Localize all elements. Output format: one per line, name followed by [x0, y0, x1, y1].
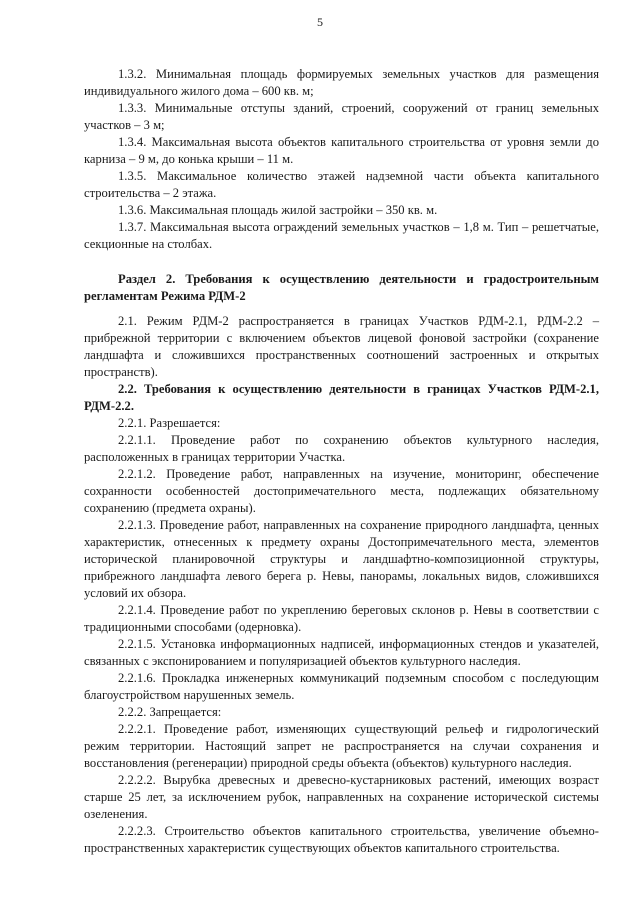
paragraph-1-3-3: 1.3.3. Минимальные отступы зданий, строений, сооружений от границ земельных участков – 3 м;	[84, 101, 599, 132]
paragraph-1-3-7: 1.3.7. Максимальная высота ограждений земельных участков – 1,8 м. Тип – решетчатые, секционные на столбах.	[84, 220, 599, 251]
section-spacer	[84, 253, 599, 271]
paragraph-2-2-2-3: 2.2.2.3. Строительство объектов капитального строительства, увеличение объемно-пространственных характеристик существующих объектов капитального строительства.	[84, 824, 599, 855]
paragraph-2-2: 2.2. Требования к осуществлению деятельности в границах Участков РДМ-2.1, РДМ-2.2.	[84, 382, 599, 413]
paragraph-2-2-1-6: 2.2.1.6. Прокладка инженерных коммуникаций подземным способом с последующим благоустройством нарушенных земель.	[84, 671, 599, 702]
paragraph-2-2-2-1: 2.2.2.1. Проведение работ, изменяющих существующий рельеф и гидрологический режим территории. Настоящий запрет не распространяется на случаи сохранения и восстановления (регенерации) природной среды объекта (объектов) культурного наследия.	[84, 722, 599, 770]
heading-spacer	[84, 305, 599, 313]
paragraph-2-2-1-2: 2.2.1.2. Проведение работ, направленных на изучение, мониторинг, обеспечение сохранности особенностей достопримечательного места, подлежащих обязательному сохранению (предмета охраны).	[84, 467, 599, 515]
paragraph-1-3-5: 1.3.5. Максимальное количество этажей надземной части объекта капитального строительства – 2 этажа.	[84, 169, 599, 200]
paragraph-2-2-1-3: 2.2.1.3. Проведение работ, направленных на сохранение природного ландшафта, ценных характеристик, отнесенных к предмету охраны Достопримечательного места, элементов исторической планировочной структуры и ландшафтно-композиционной структуры, прибрежного ландшафта левого берега р. Невы, панорамы, локальных видов, сложившихся условий их обзора.	[84, 518, 599, 600]
paragraph-2-2-2-2: 2.2.2.2. Вырубка древесных и древесно-кустарниковых растений, имеющих возраст старше 25 лет, за исключением рубок, направленных на сохранение исторической системы озеленения.	[84, 773, 599, 821]
paragraph-2-2-1-5: 2.2.1.5. Установка информационных надписей, информационных стендов и указателей, связанных с экспонированием и популяризацией объектов культурного наследия.	[84, 637, 599, 668]
paragraph-1-3-6: 1.3.6. Максимальная площадь жилой застройки – 350 кв. м.	[118, 203, 438, 217]
paragraph-2-2-1-4: 2.2.1.4. Проведение работ по укреплению береговых склонов р. Невы в соответствии с традиционными способами (одерновка).	[84, 603, 599, 634]
section-2-heading: Раздел 2. Требования к осуществлению деятельности и градостроительным регламентам Режима РДМ-2	[84, 272, 599, 303]
page-number: 5	[317, 15, 323, 29]
paragraph-2-2-1: 2.2.1. Разрешается:	[118, 416, 221, 430]
paragraph-2-2-2: 2.2.2. Запрещается:	[118, 705, 222, 719]
paragraph-1-3-2: 1.3.2. Минимальная площадь формируемых земельных участков для размещения индивидуального жилого дома – 600 кв. м;	[84, 67, 599, 98]
document-body	[84, 66, 599, 857]
paragraph-1-3-4: 1.3.4. Максимальная высота объектов капитального строительства от уровня земли до карниза – 9 м, до конька крыши – 11 м.	[84, 135, 599, 166]
paragraph-2-1: 2.1. Режим РДМ-2 распространяется в границах Участков РДМ-2.1, РДМ-2.2 – прибрежной территории с включением объектов лицевой фоновой застройки (сохранение ландшафта и сложившихся пространственных соотношений застроенных и открытых пространств).	[84, 314, 599, 379]
paragraph-2-2-1-1: 2.2.1.1. Проведение работ по сохранению объектов культурного наследия, расположенных в границах территории Участка.	[84, 433, 599, 464]
